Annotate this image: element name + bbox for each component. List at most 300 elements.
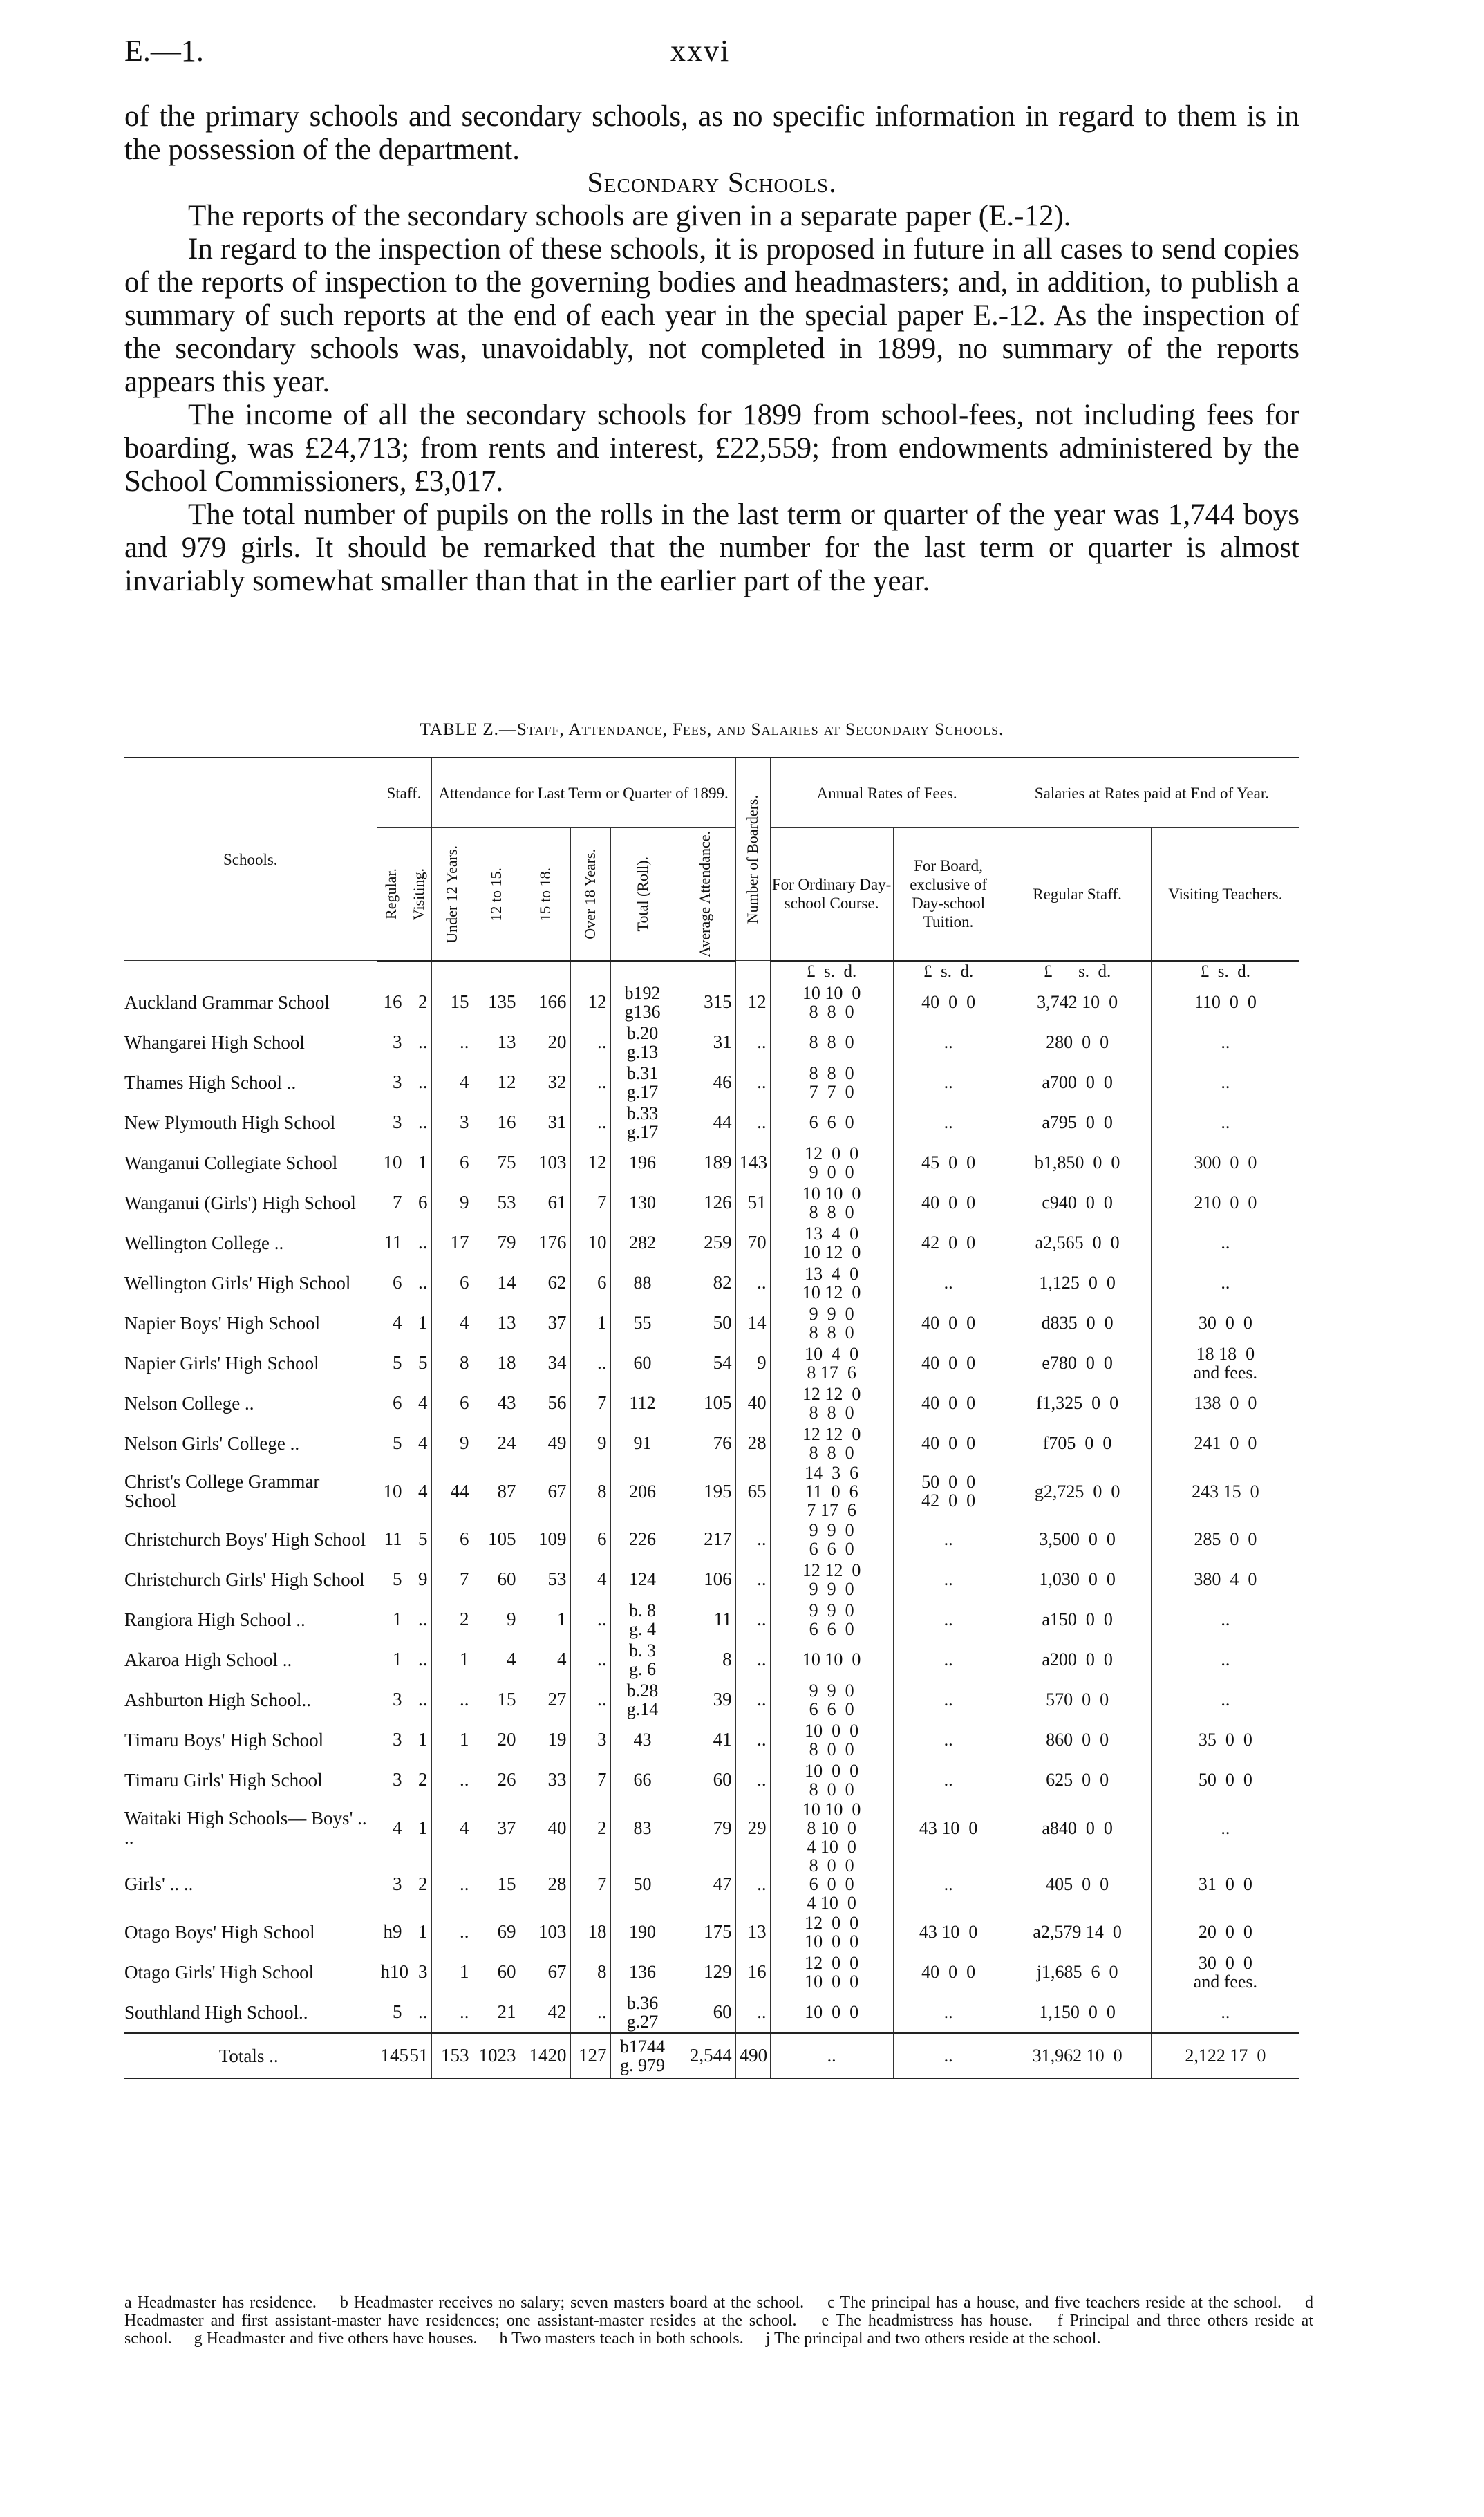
fee-ordinary: 12 12 0 8 8 0 [770, 1423, 893, 1463]
salary-visiting: 50 0 0 [1151, 1760, 1299, 1800]
average-attendance: 60 [675, 1760, 735, 1800]
staff-visiting: 1 [406, 1912, 431, 1952]
salary-visiting: .. [1151, 1600, 1299, 1640]
salary-regular: a200 0 0 [1004, 1640, 1151, 1680]
age-12-to-15: 37 [473, 1800, 520, 1856]
totals-salary-regular: 31,962 10 0 [1004, 2033, 1151, 2079]
average-attendance: 175 [675, 1912, 735, 1952]
header-average [675, 828, 735, 961]
salary-visiting: 110 0 0 [1151, 982, 1299, 1022]
fee-board: .. [893, 1640, 1004, 1680]
over-18: 3 [570, 1720, 610, 1760]
secondary-schools-table [124, 757, 1299, 2079]
age-15-to-18: 19 [520, 1720, 570, 1760]
age-15-to-18: 1 [520, 1600, 570, 1640]
over-18: 10 [570, 1223, 610, 1263]
age-12-to-15: 15 [473, 1680, 520, 1720]
under-12: 8 [431, 1343, 473, 1383]
units-cell [610, 961, 675, 982]
salary-regular: 280 0 0 [1004, 1022, 1151, 1063]
staff-visiting: .. [406, 1103, 431, 1143]
units-cell [735, 961, 770, 982]
salary-regular: a2,565 0 0 [1004, 1223, 1151, 1263]
under-12: 4 [431, 1063, 473, 1103]
average-attendance: 8 [675, 1640, 735, 1680]
average-attendance: 195 [675, 1463, 735, 1519]
paragraph-3: In regard to the inspection of these schools, it is proposed in future in all cases to send copies of the reports of inspection to the governing bodies and headmasters; and, in addition, to publish a summary of such reports at the end of each year in the special paper E.-12. As the inspection of the secondary schools was, unavoidably, not completed in 1899, no summary of the reports appears this year. [124, 233, 1299, 398]
school-name: Christ's College Grammar School [124, 1471, 320, 1512]
fee-board: .. [893, 1720, 1004, 1760]
over-18: .. [570, 1343, 610, 1383]
staff-regular: 11 [377, 1519, 406, 1560]
staff-regular: 3 [377, 1022, 406, 1063]
header-salary-regular: Regular Staff. [1004, 828, 1151, 961]
salary-visiting: .. [1151, 1800, 1299, 1856]
age-15-to-18: 37 [520, 1303, 570, 1343]
header-over18 [570, 828, 610, 961]
header-regular [377, 828, 406, 961]
fee-board: .. [893, 1600, 1004, 1640]
average-attendance: 11 [675, 1600, 735, 1640]
staff-regular: 1 [377, 1640, 406, 1680]
units-row [124, 961, 1299, 982]
age-12-to-15: 60 [473, 1560, 520, 1600]
salary-visiting: .. [1151, 1640, 1299, 1680]
salary-visiting: 20 0 0 [1151, 1912, 1299, 1952]
staff-regular: 5 [377, 1423, 406, 1463]
boarders: .. [735, 1680, 770, 1720]
paper-reference: E.—1. [124, 34, 204, 68]
age-12-to-15: 4 [473, 1640, 520, 1680]
under-12: 1 [431, 1952, 473, 1992]
fee-board: 40 0 0 [893, 1343, 1004, 1383]
over-18: .. [570, 1680, 610, 1720]
units-fee-board: £ s. d. [893, 961, 1004, 982]
boarders: .. [735, 1992, 770, 2033]
total-roll: 282 [610, 1223, 675, 1263]
age-15-to-18: 27 [520, 1680, 570, 1720]
fee-board: .. [893, 1856, 1004, 1912]
table-body [124, 961, 1299, 2033]
units-cell [675, 961, 735, 982]
under-12: .. [431, 1760, 473, 1800]
totals-boarders: 490 [735, 2033, 770, 2079]
fee-board: 40 0 0 [893, 982, 1004, 1022]
staff-regular: 16 [377, 982, 406, 1022]
salary-regular: a2,579 14 0 [1004, 1912, 1151, 1952]
salary-regular: j1,685 6 0 [1004, 1952, 1151, 1992]
fee-ordinary: 8 8 0 [770, 1022, 893, 1063]
age-15-to-18: 166 [520, 982, 570, 1022]
salary-visiting: .. [1151, 1263, 1299, 1303]
boarders: .. [735, 1760, 770, 1800]
over-18: .. [570, 1103, 610, 1143]
boarders: 16 [735, 1952, 770, 1992]
fee-ordinary: 12 12 0 8 8 0 [770, 1383, 893, 1423]
over-18: .. [570, 1063, 610, 1103]
total-roll: b.33 g.17 [610, 1103, 675, 1143]
staff-visiting: .. [406, 1263, 431, 1303]
age-15-to-18: 67 [520, 1463, 570, 1519]
salary-visiting: 30 0 0 and fees. [1151, 1952, 1299, 1992]
fee-ordinary: 12 0 0 10 0 0 [770, 1912, 893, 1952]
table-row [124, 1383, 1299, 1423]
age-12-to-15: 14 [473, 1263, 520, 1303]
fee-ordinary: 12 0 0 10 0 0 [770, 1952, 893, 1992]
age-12-to-15: 75 [473, 1143, 520, 1183]
units-blank [124, 961, 377, 982]
age-15-to-18: 53 [520, 1560, 570, 1600]
staff-regular: 3 [377, 1103, 406, 1143]
under-12: 6 [431, 1383, 473, 1423]
age-15-to-18: 62 [520, 1263, 570, 1303]
header-12to15-text: 12 to 15. [487, 867, 505, 921]
total-roll: 83 [610, 1800, 675, 1856]
school-name: Timaru Girls' High School [124, 1769, 323, 1790]
under-12: 3 [431, 1103, 473, 1143]
fee-ordinary: 10 10 0 8 10 0 4 10 0 [770, 1800, 893, 1856]
staff-visiting: 9 [406, 1560, 431, 1600]
age-15-to-18: 4 [520, 1640, 570, 1680]
age-15-to-18: 103 [520, 1912, 570, 1952]
age-15-to-18: 103 [520, 1143, 570, 1183]
staff-visiting: .. [406, 1600, 431, 1640]
under-12: 6 [431, 1143, 473, 1183]
totals-15to18: 1420 [520, 2033, 570, 2079]
fee-ordinary: 9 9 0 6 6 0 [770, 1600, 893, 1640]
school-name: Auckland Grammar School [124, 991, 330, 1013]
units-fee-ordinary: £ s. d. [770, 961, 893, 982]
salary-regular: 860 0 0 [1004, 1720, 1151, 1760]
boarders: .. [735, 1856, 770, 1912]
header-over18-text: Over 18 Years. [581, 849, 599, 939]
over-18: 4 [570, 1560, 610, 1600]
average-attendance: 315 [675, 982, 735, 1022]
boarders: .. [735, 1560, 770, 1600]
over-18: 7 [570, 1856, 610, 1912]
units-cell [520, 961, 570, 982]
average-attendance: 39 [675, 1680, 735, 1720]
over-18: 12 [570, 1143, 610, 1183]
age-12-to-15: 43 [473, 1383, 520, 1423]
totals-over18: 127 [570, 2033, 610, 2079]
staff-regular: h10 [377, 1952, 406, 1992]
table-row [124, 1223, 1299, 1263]
school-name: Southland High School.. [124, 2001, 308, 2023]
table-row [124, 1600, 1299, 1640]
school-name: Akaroa High School .. [124, 1649, 292, 1670]
salary-regular: 405 0 0 [1004, 1856, 1151, 1912]
header-fee-board: For Board, exclusive of Day-school Tuition. [893, 828, 1004, 961]
total-roll: 124 [610, 1560, 675, 1600]
footnotes [124, 2294, 1313, 2348]
school-name: Waitaki High Schools— Boys' .. .. [124, 1808, 367, 1849]
staff-visiting: 5 [406, 1343, 431, 1383]
average-attendance: 54 [675, 1343, 735, 1383]
fee-board: .. [893, 1022, 1004, 1063]
age-12-to-15: 20 [473, 1720, 520, 1760]
average-attendance: 105 [675, 1383, 735, 1423]
under-12: .. [431, 1856, 473, 1912]
header-15to18-text: 15 to 18. [536, 867, 554, 921]
boarders: .. [735, 1720, 770, 1760]
school-name: Girls' .. .. [124, 1873, 194, 1895]
boarders: 9 [735, 1343, 770, 1383]
table-row [124, 1423, 1299, 1463]
table-caption [124, 720, 1299, 740]
salary-visiting: 18 18 0 and fees. [1151, 1343, 1299, 1383]
salary-regular: 1,150 0 0 [1004, 1992, 1151, 2033]
totals-under12: 153 [431, 2033, 473, 2079]
fee-ordinary: 10 10 0 8 8 0 [770, 982, 893, 1022]
salary-regular: 3,742 10 0 [1004, 982, 1151, 1022]
boarders: 29 [735, 1800, 770, 1856]
table-row [124, 1519, 1299, 1560]
header-under12-text: Under 12 Years. [443, 845, 461, 944]
table-row [124, 1856, 1299, 1912]
salary-regular: f1,325 0 0 [1004, 1383, 1151, 1423]
average-attendance: 60 [675, 1992, 735, 2033]
salary-regular: a795 0 0 [1004, 1103, 1151, 1143]
staff-visiting: .. [406, 1022, 431, 1063]
fee-board: 42 0 0 [893, 1223, 1004, 1263]
age-15-to-18: 67 [520, 1952, 570, 1992]
fee-board: 40 0 0 [893, 1383, 1004, 1423]
salary-visiting: 243 15 0 [1151, 1463, 1299, 1519]
salary-regular: g2,725 0 0 [1004, 1463, 1151, 1519]
total-roll: 55 [610, 1303, 675, 1343]
table-caption-text: Staff, Attendance, Fees, and Salaries at Secondary Schools. [516, 720, 1004, 739]
fee-ordinary: 10 10 0 [770, 1640, 893, 1680]
table-row [124, 1022, 1299, 1063]
section-heading: Secondary Schools. [587, 167, 837, 199]
over-18: 8 [570, 1952, 610, 1992]
header-schools: Schools. [124, 758, 377, 961]
salary-visiting: .. [1151, 1063, 1299, 1103]
units-cell [431, 961, 473, 982]
staff-regular: 10 [377, 1463, 406, 1519]
totals-label: Totals .. [124, 2033, 377, 2079]
age-15-to-18: 28 [520, 1856, 570, 1912]
average-attendance: 126 [675, 1183, 735, 1223]
average-attendance: 82 [675, 1263, 735, 1303]
over-18: .. [570, 1022, 610, 1063]
age-12-to-15: 13 [473, 1303, 520, 1343]
fee-ordinary: 10 0 0 [770, 1992, 893, 2033]
boarders: 65 [735, 1463, 770, 1519]
school-name: Whangarei High School [124, 1031, 305, 1053]
footnote: d Headmaster and first assistant-master have residences; one assistant-master resides at the school. [124, 2294, 1313, 2330]
over-18: 7 [570, 1383, 610, 1423]
age-12-to-15: 21 [473, 1992, 520, 2033]
age-15-to-18: 56 [520, 1383, 570, 1423]
school-name: Wanganui Collegiate School [124, 1152, 338, 1173]
staff-visiting: 2 [406, 1856, 431, 1912]
age-15-to-18: 42 [520, 1992, 570, 2033]
boarders: 143 [735, 1143, 770, 1183]
salary-visiting: 30 0 0 [1151, 1303, 1299, 1343]
under-12: 7 [431, 1560, 473, 1600]
average-attendance: 47 [675, 1856, 735, 1912]
total-roll: 206 [610, 1463, 675, 1519]
staff-regular: 3 [377, 1856, 406, 1912]
total-roll: b.20 g.13 [610, 1022, 675, 1063]
age-12-to-15: 13 [473, 1022, 520, 1063]
total-roll: b. 3 g. 6 [610, 1640, 675, 1680]
fee-ordinary: 13 4 0 10 12 0 [770, 1263, 893, 1303]
age-12-to-15: 53 [473, 1183, 520, 1223]
fee-ordinary: 8 8 0 7 7 0 [770, 1063, 893, 1103]
boarders: .. [735, 1103, 770, 1143]
footnote: b Headmaster receives no salary; seven masters board at the school. [339, 2294, 805, 2312]
under-12: 15 [431, 982, 473, 1022]
staff-regular: 3 [377, 1760, 406, 1800]
page-number: xxvi [670, 34, 731, 68]
fee-ordinary: 12 0 0 9 0 0 [770, 1143, 893, 1183]
staff-regular: 5 [377, 1992, 406, 2033]
over-18: 6 [570, 1263, 610, 1303]
school-name: Rangiora High School .. [124, 1609, 306, 1630]
table-row [124, 1463, 1299, 1519]
boarders: 28 [735, 1423, 770, 1463]
staff-visiting: 1 [406, 1303, 431, 1343]
salary-visiting: 241 0 0 [1151, 1423, 1299, 1463]
average-attendance: 217 [675, 1519, 735, 1560]
fee-board: 40 0 0 [893, 1952, 1004, 1992]
boarders: .. [735, 1263, 770, 1303]
over-18: 18 [570, 1912, 610, 1952]
school-name: Wanganui (Girls') High School [124, 1192, 356, 1213]
table-row [124, 1263, 1299, 1303]
school-name: Timaru Boys' High School [124, 1729, 324, 1750]
age-12-to-15: 18 [473, 1343, 520, 1383]
school-name: Otago Girls' High School [124, 1961, 314, 1983]
salary-regular: a840 0 0 [1004, 1800, 1151, 1856]
age-15-to-18: 49 [520, 1423, 570, 1463]
total-roll: b.28 g.14 [610, 1680, 675, 1720]
age-15-to-18: 61 [520, 1183, 570, 1223]
staff-visiting: 1 [406, 1143, 431, 1183]
salary-regular: d835 0 0 [1004, 1303, 1151, 1343]
age-15-to-18: 32 [520, 1063, 570, 1103]
footnote: f Principal and three others reside at school. [124, 2312, 1313, 2348]
footnote: a Headmaster has residence. [124, 2294, 317, 2312]
staff-regular: 5 [377, 1560, 406, 1600]
total-roll: b.36 g.27 [610, 1992, 675, 2033]
boarders: 70 [735, 1223, 770, 1263]
boarders: .. [735, 1519, 770, 1560]
school-name: Napier Boys' High School [124, 1312, 321, 1334]
totals-row [124, 2033, 1299, 2079]
age-15-to-18: 109 [520, 1519, 570, 1560]
table-row [124, 1992, 1299, 2033]
units-cell [473, 961, 520, 982]
staff-visiting: .. [406, 1063, 431, 1103]
fee-board: .. [893, 1560, 1004, 1600]
under-12: 6 [431, 1519, 473, 1560]
over-18: 12 [570, 982, 610, 1022]
total-roll: 136 [610, 1952, 675, 1992]
header-15to18 [520, 828, 570, 961]
table-row [124, 1680, 1299, 1720]
fee-board: 43 10 0 [893, 1800, 1004, 1856]
footnote: e The headmistress has house. [821, 2312, 1033, 2330]
header-staff: Staff. [377, 758, 431, 828]
fee-board: .. [893, 1680, 1004, 1720]
average-attendance: 129 [675, 1952, 735, 1992]
salary-visiting: .. [1151, 1223, 1299, 1263]
age-12-to-15: 87 [473, 1463, 520, 1519]
fee-board: 43 10 0 [893, 1912, 1004, 1952]
age-15-to-18: 20 [520, 1022, 570, 1063]
average-attendance: 79 [675, 1800, 735, 1856]
under-12: .. [431, 1992, 473, 2033]
footnote: j The principal and two others reside at the school. [765, 2330, 1101, 2348]
over-18: .. [570, 1600, 610, 1640]
units-cell [406, 961, 431, 982]
under-12: 17 [431, 1223, 473, 1263]
header-boarders [735, 758, 770, 961]
staff-visiting: .. [406, 1223, 431, 1263]
total-roll: 112 [610, 1383, 675, 1423]
totals-fee-board: .. [893, 2033, 1004, 2079]
total-roll: 91 [610, 1423, 675, 1463]
salary-visiting: 300 0 0 [1151, 1143, 1299, 1183]
school-name: Thames High School .. [124, 1072, 297, 1093]
staff-visiting: 6 [406, 1183, 431, 1223]
average-attendance: 259 [675, 1223, 735, 1263]
fee-board: 40 0 0 [893, 1303, 1004, 1343]
table-row [124, 1640, 1299, 1680]
fee-ordinary: 6 6 0 [770, 1103, 893, 1143]
under-12: .. [431, 1912, 473, 1952]
school-name: Wellington College .. [124, 1232, 284, 1253]
fee-board: 40 0 0 [893, 1183, 1004, 1223]
staff-regular: 3 [377, 1680, 406, 1720]
under-12: 6 [431, 1263, 473, 1303]
table-row [124, 1760, 1299, 1800]
total-roll: 50 [610, 1856, 675, 1912]
totals-roll: b1744 g. 979 [610, 2033, 675, 2079]
table-row [124, 1063, 1299, 1103]
boarders: 13 [735, 1912, 770, 1952]
table-row [124, 1143, 1299, 1183]
header-visiting [406, 828, 431, 961]
age-12-to-15: 79 [473, 1223, 520, 1263]
age-12-to-15: 135 [473, 982, 520, 1022]
average-attendance: 41 [675, 1720, 735, 1760]
totals-regular: 145 [377, 2033, 406, 2079]
age-15-to-18: 34 [520, 1343, 570, 1383]
header-attendance: Attendance for Last Term or Quarter of 1899. [431, 758, 735, 828]
header-regular-text: Regular. [382, 868, 400, 920]
total-roll: 130 [610, 1183, 675, 1223]
total-roll: 88 [610, 1263, 675, 1303]
table-row [124, 1952, 1299, 1992]
totals-12to15: 1023 [473, 2033, 520, 2079]
over-18: .. [570, 1640, 610, 1680]
units-cell [377, 961, 406, 982]
header-12to15 [473, 828, 520, 961]
under-12: 9 [431, 1423, 473, 1463]
header-fees: Annual Rates of Fees. [770, 758, 1004, 828]
over-18: 8 [570, 1463, 610, 1519]
under-12: 1 [431, 1640, 473, 1680]
table-row [124, 1560, 1299, 1600]
boarders: 14 [735, 1303, 770, 1343]
staff-visiting: .. [406, 1992, 431, 2033]
salary-regular: a150 0 0 [1004, 1600, 1151, 1640]
